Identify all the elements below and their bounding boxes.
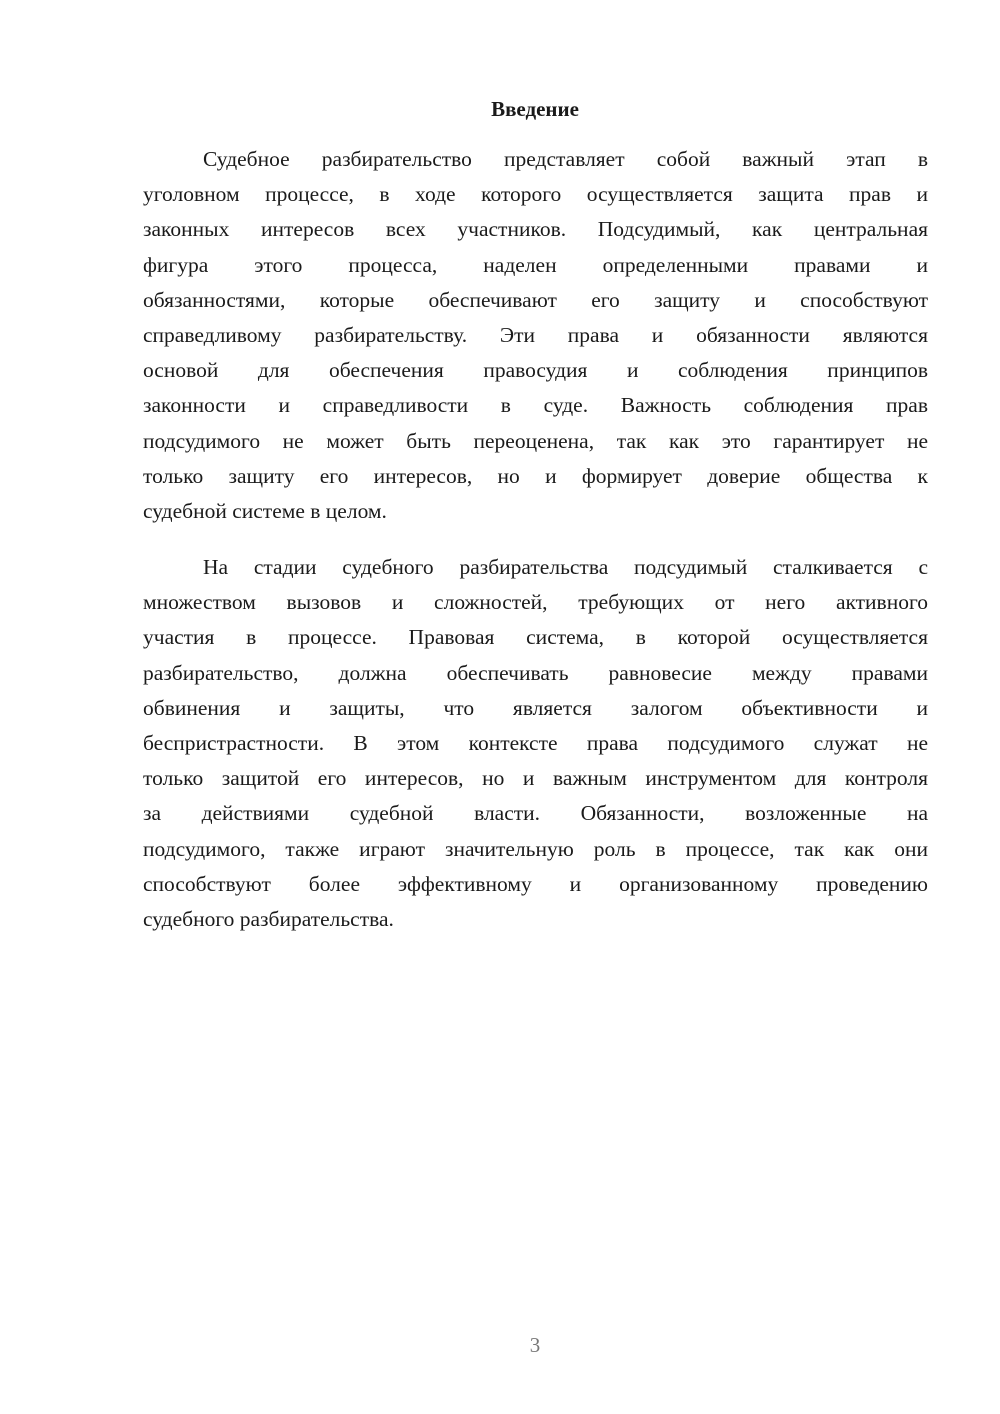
text-line: участия в процессе. Правовая система, в которой осуществляется (143, 625, 928, 650)
text-line: На стадии судебного разбирательства подсудимый сталкивается с (203, 555, 928, 579)
text-line: законности и справедливости в суде. Важность соблюдения прав (143, 393, 928, 418)
text-line: подсудимого не может быть переоценена, так как это гарантирует не (143, 428, 928, 453)
text-line: законных интересов всех участников. Подсудимый, как центральная (143, 217, 928, 242)
text-line: фигура этого процесса, наделен определенными правами и (143, 252, 928, 277)
page-number: 3 (529, 1333, 541, 1357)
text-line: обвинения и защиты, что является залогом объективности и (143, 695, 928, 720)
paragraph-2 (143, 550, 928, 937)
text-line: справедливому разбирательству. Эти права и обязанности являются (143, 322, 928, 347)
text-line: способствуют более эффективному и организованному проведению (143, 871, 928, 896)
text-line: беспристрастности. В этом контексте права подсудимого служат не (143, 730, 928, 755)
page-title: Введение (491, 97, 579, 121)
text-line: за действиями судебной власти. Обязанности, возложенные на (143, 801, 928, 826)
text-line: уголовном процессе, в ходе которого осуществляется защита прав и (143, 182, 928, 207)
text-line: множеством вызовов и сложностей, требующих от него активного (143, 590, 928, 615)
text-line: судебной системе в целом. (143, 498, 387, 523)
text-line: только защиту его интересов, но и формирует доверие общества к (143, 463, 928, 488)
text-line: только защитой его интересов, но и важным инструментом для контроля (143, 766, 928, 791)
text-line: подсудимого, также играют значительную роль в процессе, так как они (143, 836, 928, 861)
paragraph-1 (143, 142, 928, 529)
text-line: разбирательство, должна обеспечивать равновесие между правами (143, 660, 928, 685)
text-line: судебного разбирательства. (143, 906, 394, 931)
text-line: основой для обеспечения правосудия и соблюдения принципов (143, 358, 928, 383)
text-line: обязанностями, которые обеспечивают его защиту и способствуют (143, 287, 928, 312)
text-line: Судебное разбирательство представляет собой важный этап в (203, 147, 928, 171)
